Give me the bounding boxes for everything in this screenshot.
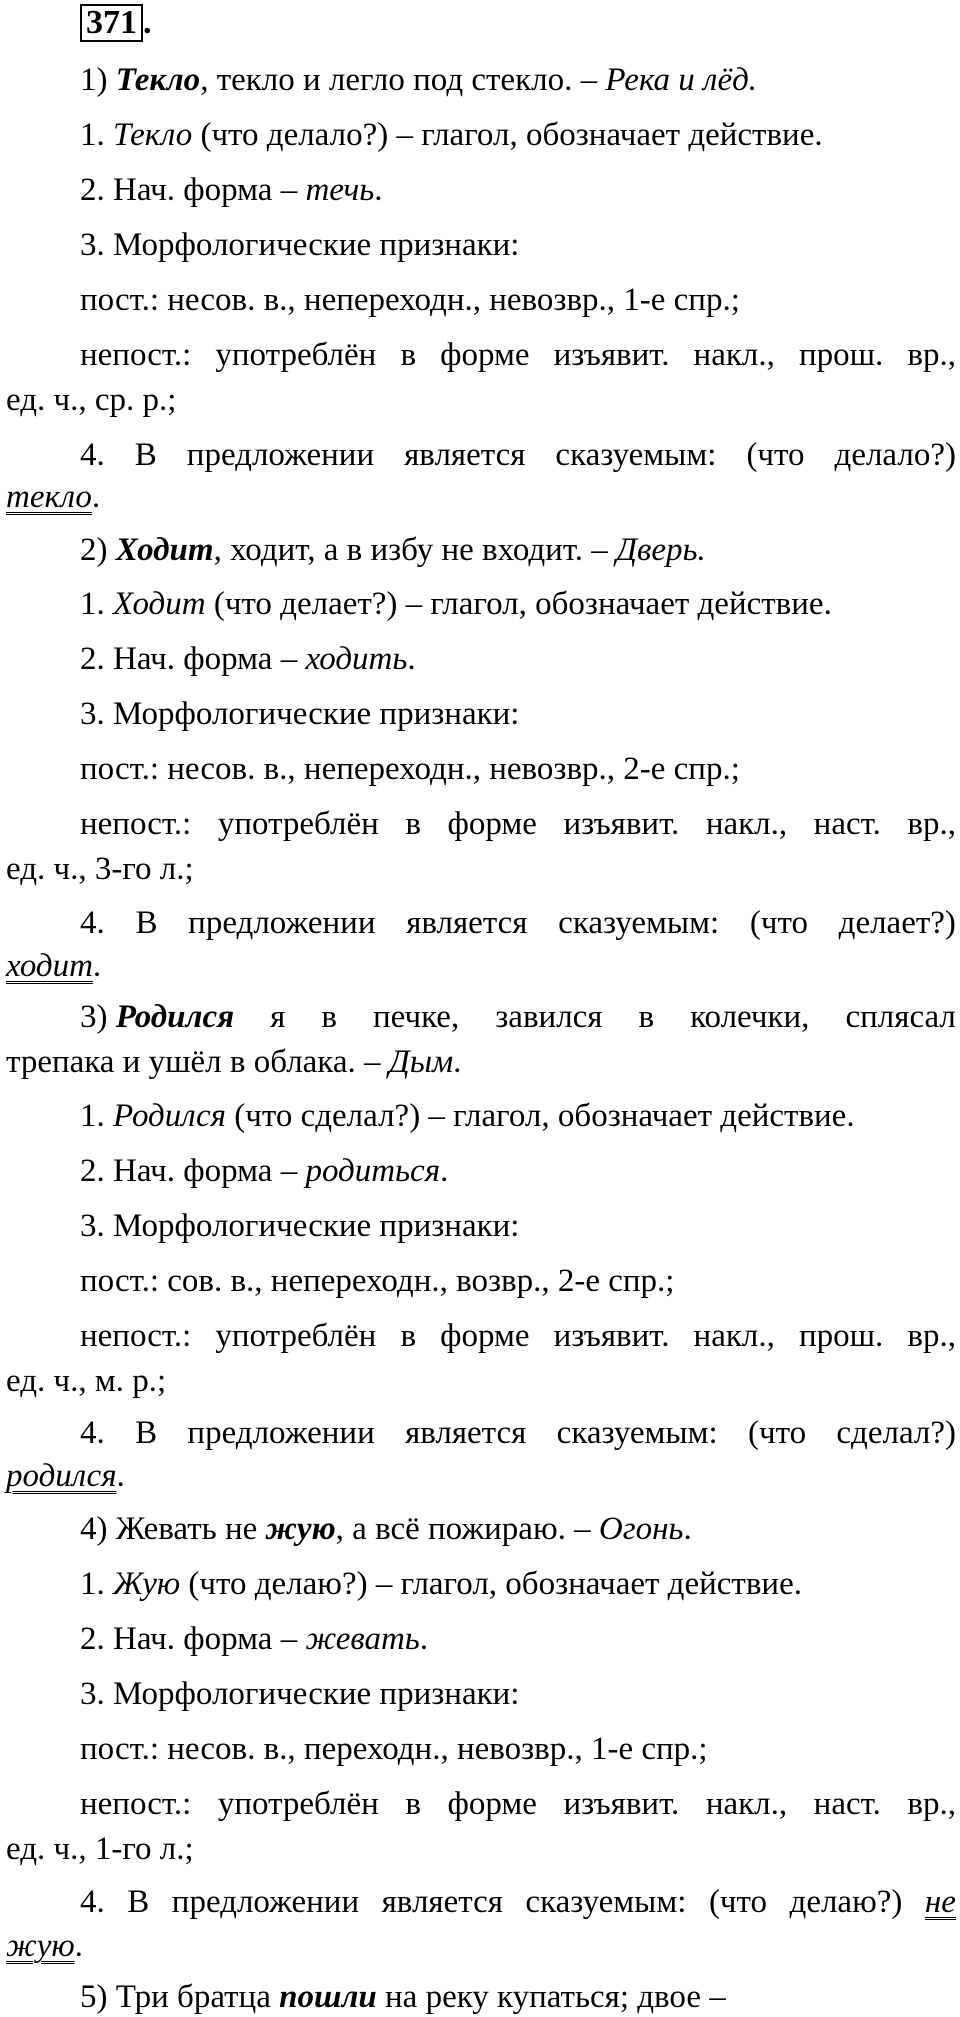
exercise-number-box: 371 [80,4,143,42]
riddle-2-heading: 2) Ходит, ходит, а в избу не входит. – Дверь. [80,532,706,568]
riddle-3-point-1: 1. Родился (что сделал?) – глагол, обозначает действие. [80,1098,855,1134]
riddle-2-point-3: 3. Морфологические признаки: [80,696,520,732]
riddle-2-point-1: 1. Ходит (что делает?) – глагол, обозначает действие. [80,586,832,622]
riddle-2-variable-features-cont: ед. ч., 3-го л.; [6,851,194,887]
riddle-1-variable-features-cont: ед. ч., ср. р.; [6,382,177,418]
riddle-1-constant-features: пост.: несов. в., непереходн., невозвр., 1-е спр.; [80,282,740,318]
riddle-3-constant-features: пост.: сов. в., непереходн., возвр., 2-е спр.; [80,1263,675,1299]
riddle-2-predicate: ходит. [6,948,102,984]
riddle-3-point-4: 4. В предложении является сказуемым: (что сделал?) [80,1415,956,1451]
riddle-3-variable-features: непост.: употреблён в форме изъявит. накл., прош. вр., [80,1318,956,1354]
riddle-2-constant-features: пост.: несов. в., непереходн., невозвр., 2-е спр.; [80,751,740,787]
riddle-1-heading: 1) Текло, текло и легло под стекло. – Река и лёд. [80,62,758,98]
riddle-3-heading: 3) Родился я в печке, завился в колечки, сплясал [80,999,956,1035]
exercise-number: 371 . [80,4,152,42]
riddle-3-point-3: 3. Морфологические признаки: [80,1208,520,1244]
riddle-1-point-4: 4. В предложении является сказуемым: (что делало?) [80,437,956,473]
riddle-4-point-2: 2. Нач. форма – жевать. [80,1621,429,1657]
riddle-3-predicate: родился. [6,1458,125,1494]
riddle-3-point-2: 2. Нач. форма – родиться. [80,1153,449,1189]
riddle-4-heading: 4) Жевать не жую, а всё пожираю. – Огонь. [80,1511,692,1547]
riddle-1-point-1: 1. Текло (что делало?) – глагол, обозначает действие. [80,117,823,153]
riddle-1-point-2: 2. Нач. форма – течь. [80,172,383,208]
riddle-2-point-2: 2. Нач. форма – ходить. [80,641,416,677]
riddle-4-point-3: 3. Морфологические признаки: [80,1676,520,1712]
riddle-3-heading-cont: трепака и ушёл в облака. – Дым. [6,1044,462,1080]
riddle-5-heading: 5) Три братца пошли на реку купаться; двое – [80,1979,726,2015]
riddle-2-point-4: 4. В предложении является сказуемым: (что делает?) [80,905,956,941]
riddle-3-variable-features-cont: ед. ч., м. р.; [6,1363,167,1399]
riddle-1-point-3: 3. Морфологические признаки: [80,227,520,263]
riddle-2-variable-features: непост.: употреблён в форме изъявит. накл., наст. вр., [80,806,956,842]
riddle-4-point-4: 4. В предложении является сказуемым: (что делаю?) не [80,1884,956,1920]
riddle-1-predicate: текло. [6,479,101,515]
riddle-4-variable-features: непост.: употреблён в форме изъявит. накл., наст. вр., [80,1786,956,1822]
riddle-4-constant-features: пост.: несов. в., переходн., невозвр., 1-е спр.; [80,1731,708,1767]
riddle-4-predicate: жую. [6,1928,83,1964]
riddle-4-variable-features-cont: ед. ч., 1-го л.; [6,1831,194,1867]
riddle-1-variable-features: непост.: употреблён в форме изъявит. накл., прош. вр., [80,337,956,373]
riddle-4-point-1: 1. Жую (что делаю?) – глагол, обозначает действие. [80,1566,802,1602]
